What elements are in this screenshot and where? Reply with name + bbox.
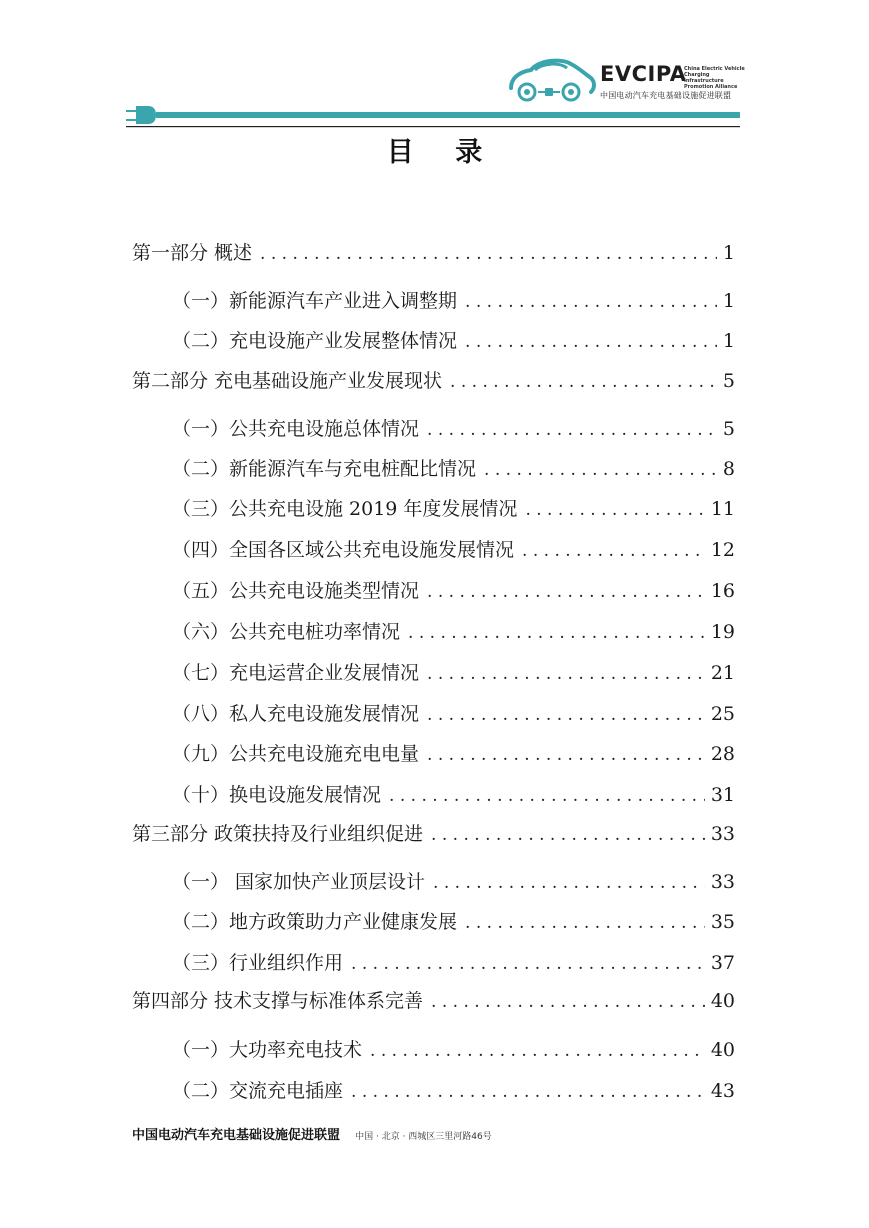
toc-part-entry[interactable] — [132, 821, 735, 847]
toc-section-entry[interactable] — [172, 619, 735, 645]
toc-leader-dots — [525, 497, 704, 523]
toc-entry-title: 第四部分 技术支撑与标准体系完善 — [132, 990, 424, 1012]
toc-section-entry[interactable] — [172, 1037, 735, 1063]
toc-entry-title: （七）充电运营企业发展情况 — [172, 662, 420, 684]
toc-page-number: 5 — [722, 370, 735, 392]
toc-leader-dots — [465, 289, 717, 315]
toc-section-entry[interactable] — [172, 416, 735, 442]
toc-page-number: 1 — [722, 290, 735, 312]
toc-entry-title: （二）地方政策助力产业健康发展 — [172, 911, 458, 933]
toc-entry-title: （一） 国家加快产业顶层设计 — [172, 871, 426, 893]
page-header — [0, 0, 869, 130]
toc-section-entry[interactable] — [172, 869, 735, 895]
toc-page-number: 35 — [710, 911, 735, 933]
toc-entry-title: （十）换电设施发展情况 — [172, 784, 382, 806]
toc-section-entry[interactable] — [172, 456, 735, 482]
toc-leader-dots — [465, 329, 717, 355]
toc-entry-title: （六）公共充电桩功率情况 — [172, 621, 401, 643]
toc-page-number: 12 — [710, 539, 735, 561]
toc-leader-dots — [351, 1079, 705, 1105]
toc-leader-dots — [408, 620, 705, 646]
toc-entry-title: （二）新能源汽车与充电桩配比情况 — [172, 458, 477, 480]
toc-leader-dots — [433, 870, 705, 896]
toc-section-entry[interactable] — [172, 741, 735, 767]
toc-leader-dots — [431, 989, 705, 1015]
evcipa-logo — [505, 52, 745, 108]
toc-entry-title: 第三部分 政策扶持及行业组织促进 — [132, 823, 424, 845]
toc-page-number: 16 — [710, 580, 735, 602]
toc-leader-dots — [427, 417, 717, 443]
toc-page-number: 8 — [722, 458, 735, 480]
toc-section-entry[interactable] — [172, 950, 735, 976]
toc-leader-dots — [351, 951, 705, 977]
toc-leader-dots — [427, 742, 705, 768]
toc-page-number: 28 — [710, 743, 735, 765]
toc-entry-title: （四）全国各区域公共充电设施发展情况 — [172, 539, 515, 561]
toc-page-number: 43 — [710, 1080, 735, 1102]
toc-leader-dots — [522, 538, 705, 564]
toc-entry-title: 第一部分 概述 — [132, 242, 253, 264]
toc-page-number: 40 — [710, 990, 735, 1012]
toc-entry-title: （二）充电设施产业发展整体情况 — [172, 330, 458, 352]
toc-leader-dots — [484, 457, 717, 483]
brand-chinese: 中国电动汽车充电基础设施促进联盟 — [600, 91, 732, 100]
toc-page-number: 19 — [710, 621, 735, 643]
toc-leader-dots — [260, 241, 717, 267]
toc-part-entry[interactable] — [132, 240, 735, 266]
toc-section-entry[interactable] — [172, 288, 735, 314]
brand-name: EVCIPA — [600, 62, 687, 86]
toc-entry-title: 第二部分 充电基础设施产业发展现状 — [132, 370, 443, 392]
brand-english: China Electric Vehicle Charging Infrastructure Promotion Alliance — [684, 66, 745, 90]
toc-entry-title: （三）行业组织作用 — [172, 952, 344, 974]
toc-section-entry[interactable] — [172, 537, 735, 563]
toc-section-entry[interactable] — [172, 578, 735, 604]
toc-leader-dots — [431, 822, 705, 848]
toc-page-number: 37 — [710, 952, 735, 974]
toc-entry-title: （九）公共充电设施充电电量 — [172, 743, 420, 765]
toc-page-number: 31 — [710, 784, 735, 806]
toc-entry-title: （二）交流充电插座 — [172, 1080, 344, 1102]
toc-section-entry[interactable] — [172, 782, 735, 808]
toc-page-number: 21 — [710, 662, 735, 684]
toc-entry-title: （三）公共充电设施 2019 年度发展情况 — [172, 498, 518, 520]
toc-entry-title: （八）私人充电设施发展情况 — [172, 703, 420, 725]
toc-page-number: 33 — [710, 871, 735, 893]
toc-page-number: 33 — [710, 823, 735, 845]
page-footer — [132, 1124, 752, 1143]
toc-part-entry[interactable] — [132, 368, 735, 394]
toc-leader-dots — [427, 579, 705, 605]
toc-leader-dots — [389, 783, 705, 809]
toc-section-entry[interactable] — [172, 328, 735, 354]
toc-page-number: 1 — [722, 242, 735, 264]
toc-leader-dots — [427, 661, 705, 687]
toc-page-number: 11 — [710, 498, 735, 520]
toc-entry-title: （一）大功率充电技术 — [172, 1039, 363, 1061]
toc-section-entry[interactable] — [172, 1078, 735, 1104]
toc-leader-dots — [450, 369, 717, 395]
footer-address: 中国 · 北京 · 西城区三里河路46号 — [355, 1132, 492, 1142]
plug-divider-icon — [126, 102, 740, 130]
toc-section-entry[interactable] — [172, 496, 735, 522]
toc-page-number: 40 — [710, 1039, 735, 1061]
toc-entry-title: （一）公共充电设施总体情况 — [172, 418, 420, 440]
toc-entry-title: （一）新能源汽车产业进入调整期 — [172, 290, 458, 312]
toc-page-number: 25 — [710, 703, 735, 725]
toc-page-number: 5 — [722, 418, 735, 440]
toc-part-entry[interactable] — [132, 988, 735, 1014]
toc-section-entry[interactable] — [172, 701, 735, 727]
toc-section-entry[interactable] — [172, 909, 735, 935]
toc-entry-title: （五）公共充电设施类型情况 — [172, 580, 420, 602]
toc-section-entry[interactable] — [172, 660, 735, 686]
page-title: 目 录 — [386, 137, 499, 168]
toc-page-number: 1 — [722, 330, 735, 352]
toc-leader-dots — [427, 702, 705, 728]
toc-leader-dots — [465, 910, 705, 936]
toc-leader-dots — [370, 1038, 705, 1064]
footer-org: 中国电动汽车充电基础设施促进联盟 — [132, 1128, 341, 1143]
car-logo-icon — [505, 52, 597, 108]
